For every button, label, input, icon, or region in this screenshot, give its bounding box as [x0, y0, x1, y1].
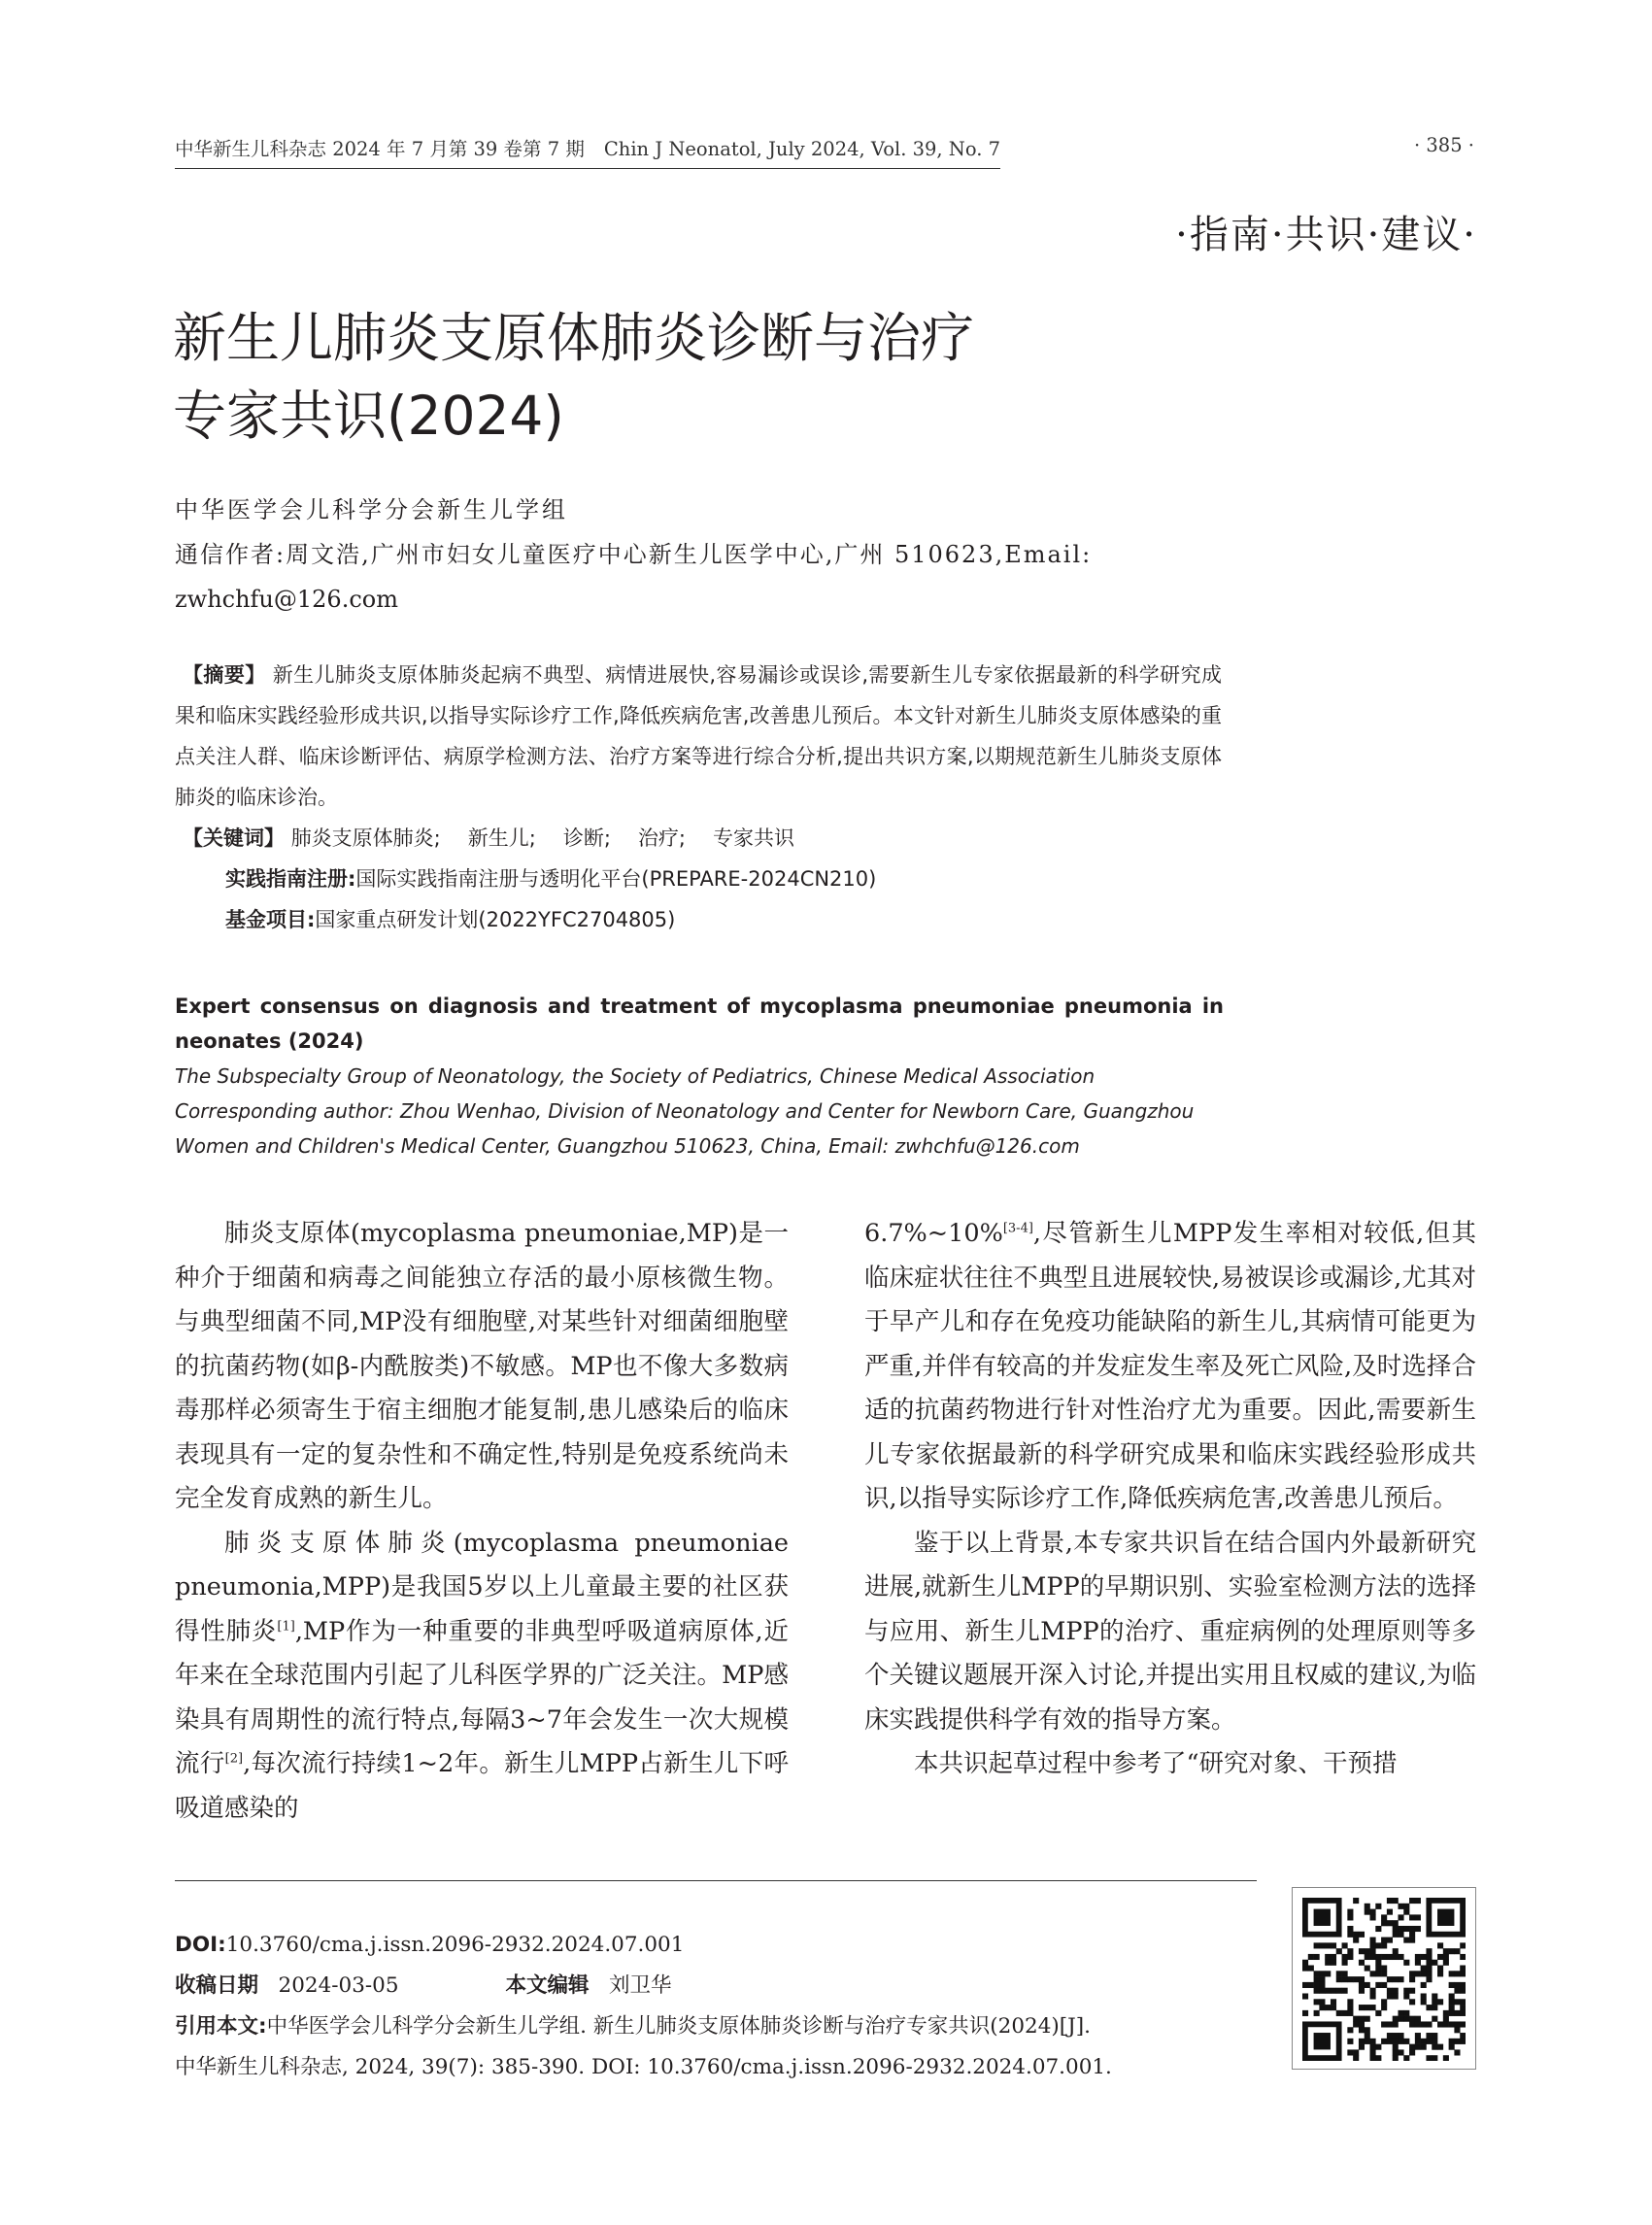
journal-cn: 中华新生儿科杂志 2024 年 7 月第 39 卷第 7 期 — [175, 138, 585, 160]
keyword: 新生儿; — [467, 826, 536, 850]
citation-row-1 — [175, 2006, 1263, 2047]
registration-label: 实践指南注册: — [225, 867, 356, 891]
editor-label: 本文编辑 — [505, 1973, 590, 1998]
qr-code-graphic — [1302, 1898, 1466, 2061]
author-organization: 中华医学会儿科学分会新生儿学组 — [175, 496, 568, 523]
title-line-2: 专家共识(2024) — [173, 385, 564, 447]
keyword: 治疗; — [637, 826, 686, 850]
footer-divider — [175, 1880, 1257, 1881]
abstract-label: 【摘要】 — [183, 663, 266, 687]
doi-link[interactable]: 10.3760/cma.j.issn.2096-2932.2024.07.001 — [225, 1933, 685, 1957]
body-text: 6.7%~10% — [864, 1219, 1003, 1248]
fund-value: 国家重点研发计划(2022YFC2704805) — [315, 908, 676, 931]
cite-text-1: 中华医学会儿科学分会新生儿学组. 新生儿肺炎支原体肺炎诊断与治疗专家共识(2024)[J]. — [266, 2014, 1092, 2039]
article-title — [173, 299, 1144, 455]
qr-code-icon[interactable] — [1292, 1887, 1476, 2070]
abstract-paragraph — [175, 655, 1222, 818]
fund-label: 基金项目: — [225, 908, 316, 931]
received-date: 2024-03-05 — [278, 1973, 399, 1998]
body-text: ,MP作为一种重要的非典型呼吸道病原体,近年来在全球范围内引起了儿科医学界的广泛关注。MP感染具有周期性的流行特点,每隔3~7年会发生一次大规模流行 — [175, 1616, 789, 1778]
fund-row — [175, 899, 1222, 940]
english-title: Expert consensus on diagnosis and treatment of mycoplasma pneumoniae pneumonia in neonates (2024) — [175, 995, 1224, 1053]
running-header — [175, 134, 1000, 169]
body-paragraph: 鉴于以上背景,本专家共识旨在结合国内外最新研究进展,就新生儿MPP的早期识别、实验室检测方法的选择与应用、新生儿MPP的治疗、重症病例的处理原则等多个关键议题展开深入讨论,并提出实用且权威的建议,为临床实践提供科学有效的指导方案。 — [864, 1528, 1476, 1735]
citation-ref[interactable]: [3-4] — [1002, 1221, 1033, 1236]
registration-value: 国际实践指南注册与透明化平台(PREPARE-2024CN210) — [355, 867, 877, 891]
body-paragraph: 肺炎支原体(mycoplasma pneumoniae,MP)是一种介于细菌和病毒之间能独立存活的最小原核微生物。与典型细菌不同,MP没有细胞壁,对某些针对细菌细胞壁的抗菌药物(如β-内酰胺类)不敏感。MP也不像大多数病毒那样必须寄生于宿主细胞才能复制,患儿感染后的临床表现具有一定的复杂性和不确定性,特别是免疫系统尚未完全发育成熟的新生儿。 — [175, 1219, 789, 1513]
journal-en: Chin J Neonatol, July 2024, Vol. 39, No. 7 — [603, 138, 1001, 160]
abstract-text: 新生儿肺炎支原体肺炎起病不典型、病情进展快,容易漏诊或误诊,需要新生儿专家依据最新的科学研究成果和临床实践经验形成共识,以指导实际诊疗工作,降低疾病危害,改善患儿预后。本文针对新生儿肺炎支原体感染的重点关注人群、临床诊断评估、病原学检测方法、治疗方案等进行综合分析,提出共识方案,以期规范新生儿肺炎支原体肺炎的临床诊治。 — [175, 663, 1222, 809]
english-corresponding-1: Corresponding author: Zhou Wenhao, Division of Neonatology and Center for Newborn Care, Guangzhou — [175, 1099, 1195, 1123]
received-row — [175, 1966, 1263, 2006]
body-paragraph — [175, 1522, 789, 1832]
doi-label: DOI: — [175, 1933, 226, 1957]
english-corresponding-2: Women and Children's Medical Center, Guangzhou 510623, China, Email: zwhchfu@126.com — [175, 1134, 1080, 1158]
body-column-left — [175, 1212, 789, 1831]
body-column-right — [864, 1212, 1476, 1787]
citation-row-2: 中华新生儿科杂志, 2024, 39(7): 385-390. DOI: 10.3760/cma.j.issn.2096-2932.2024.07.001. — [175, 2055, 1112, 2079]
body-text: ,每次流行持续1~2年。新生儿MPP占新生儿下呼吸道感染的 — [175, 1749, 789, 1823]
keyword: 专家共识 — [713, 826, 794, 850]
author-block — [175, 488, 1233, 622]
english-group: The Subspecialty Group of Neonatology, the Society of Pediatrics, Chinese Medical Association — [175, 1064, 1096, 1088]
body-paragraph: 本共识起草过程中参考了“研究对象、干预措 — [914, 1749, 1398, 1778]
corresponding-author: 通信作者:周文浩,广州市妇女儿童医疗中心新生儿医学中心,广州 510623,Email: — [175, 541, 1093, 568]
keywords-row — [175, 818, 1222, 859]
received-label: 收稿日期 — [175, 1973, 259, 1998]
body-paragraph — [864, 1212, 1476, 1522]
title-line-1: 新生儿肺炎支原体肺炎诊断与治疗 — [173, 307, 975, 369]
abstract-block — [175, 655, 1222, 940]
citation-ref[interactable]: [1] — [277, 1619, 295, 1634]
author-email-link[interactable]: zwhchfu@126.com — [175, 586, 398, 613]
keywords-label: 【关键词】 — [183, 826, 285, 850]
column-tag: ·指南·共识·建议· — [1175, 213, 1477, 257]
citation-ref[interactable]: [2] — [224, 1751, 244, 1767]
body-text: 肺炎支原体肺炎(mycoplasma pneumoniae pneumonia,MPP)是我国5岁以上儿童最主要的社区获得性肺炎 — [175, 1528, 789, 1646]
english-abstract-header — [175, 989, 1224, 1163]
registration-row — [175, 859, 1222, 899]
body-text: ,尽管新生儿MPP发生率相对较低,但其临床症状往往不典型且进展较快,易被误诊或漏诊,尤其对于早产儿和存在免疫功能缺陷的新生儿,其病情可能更为严重,并伴有较高的并发症发生率及死亡风险,及时选择合适的抗菌药物进行针对性治疗尤为重要。因此,需要新生儿专家依据最新的科学研究成果和临床实践经验形成共识,以指导实际诊疗工作,降低疾病危害,改善患儿预后。 — [864, 1219, 1476, 1513]
keyword: 诊断; — [562, 826, 611, 850]
editor-name: 刘卫华 — [609, 1973, 672, 1998]
page-number: · 385 · — [1413, 134, 1474, 156]
doi-row — [175, 1925, 1263, 1966]
cite-label: 引用本文: — [175, 2014, 267, 2039]
footer-block — [175, 1925, 1263, 2088]
keyword: 肺炎支原体肺炎; — [290, 826, 441, 850]
